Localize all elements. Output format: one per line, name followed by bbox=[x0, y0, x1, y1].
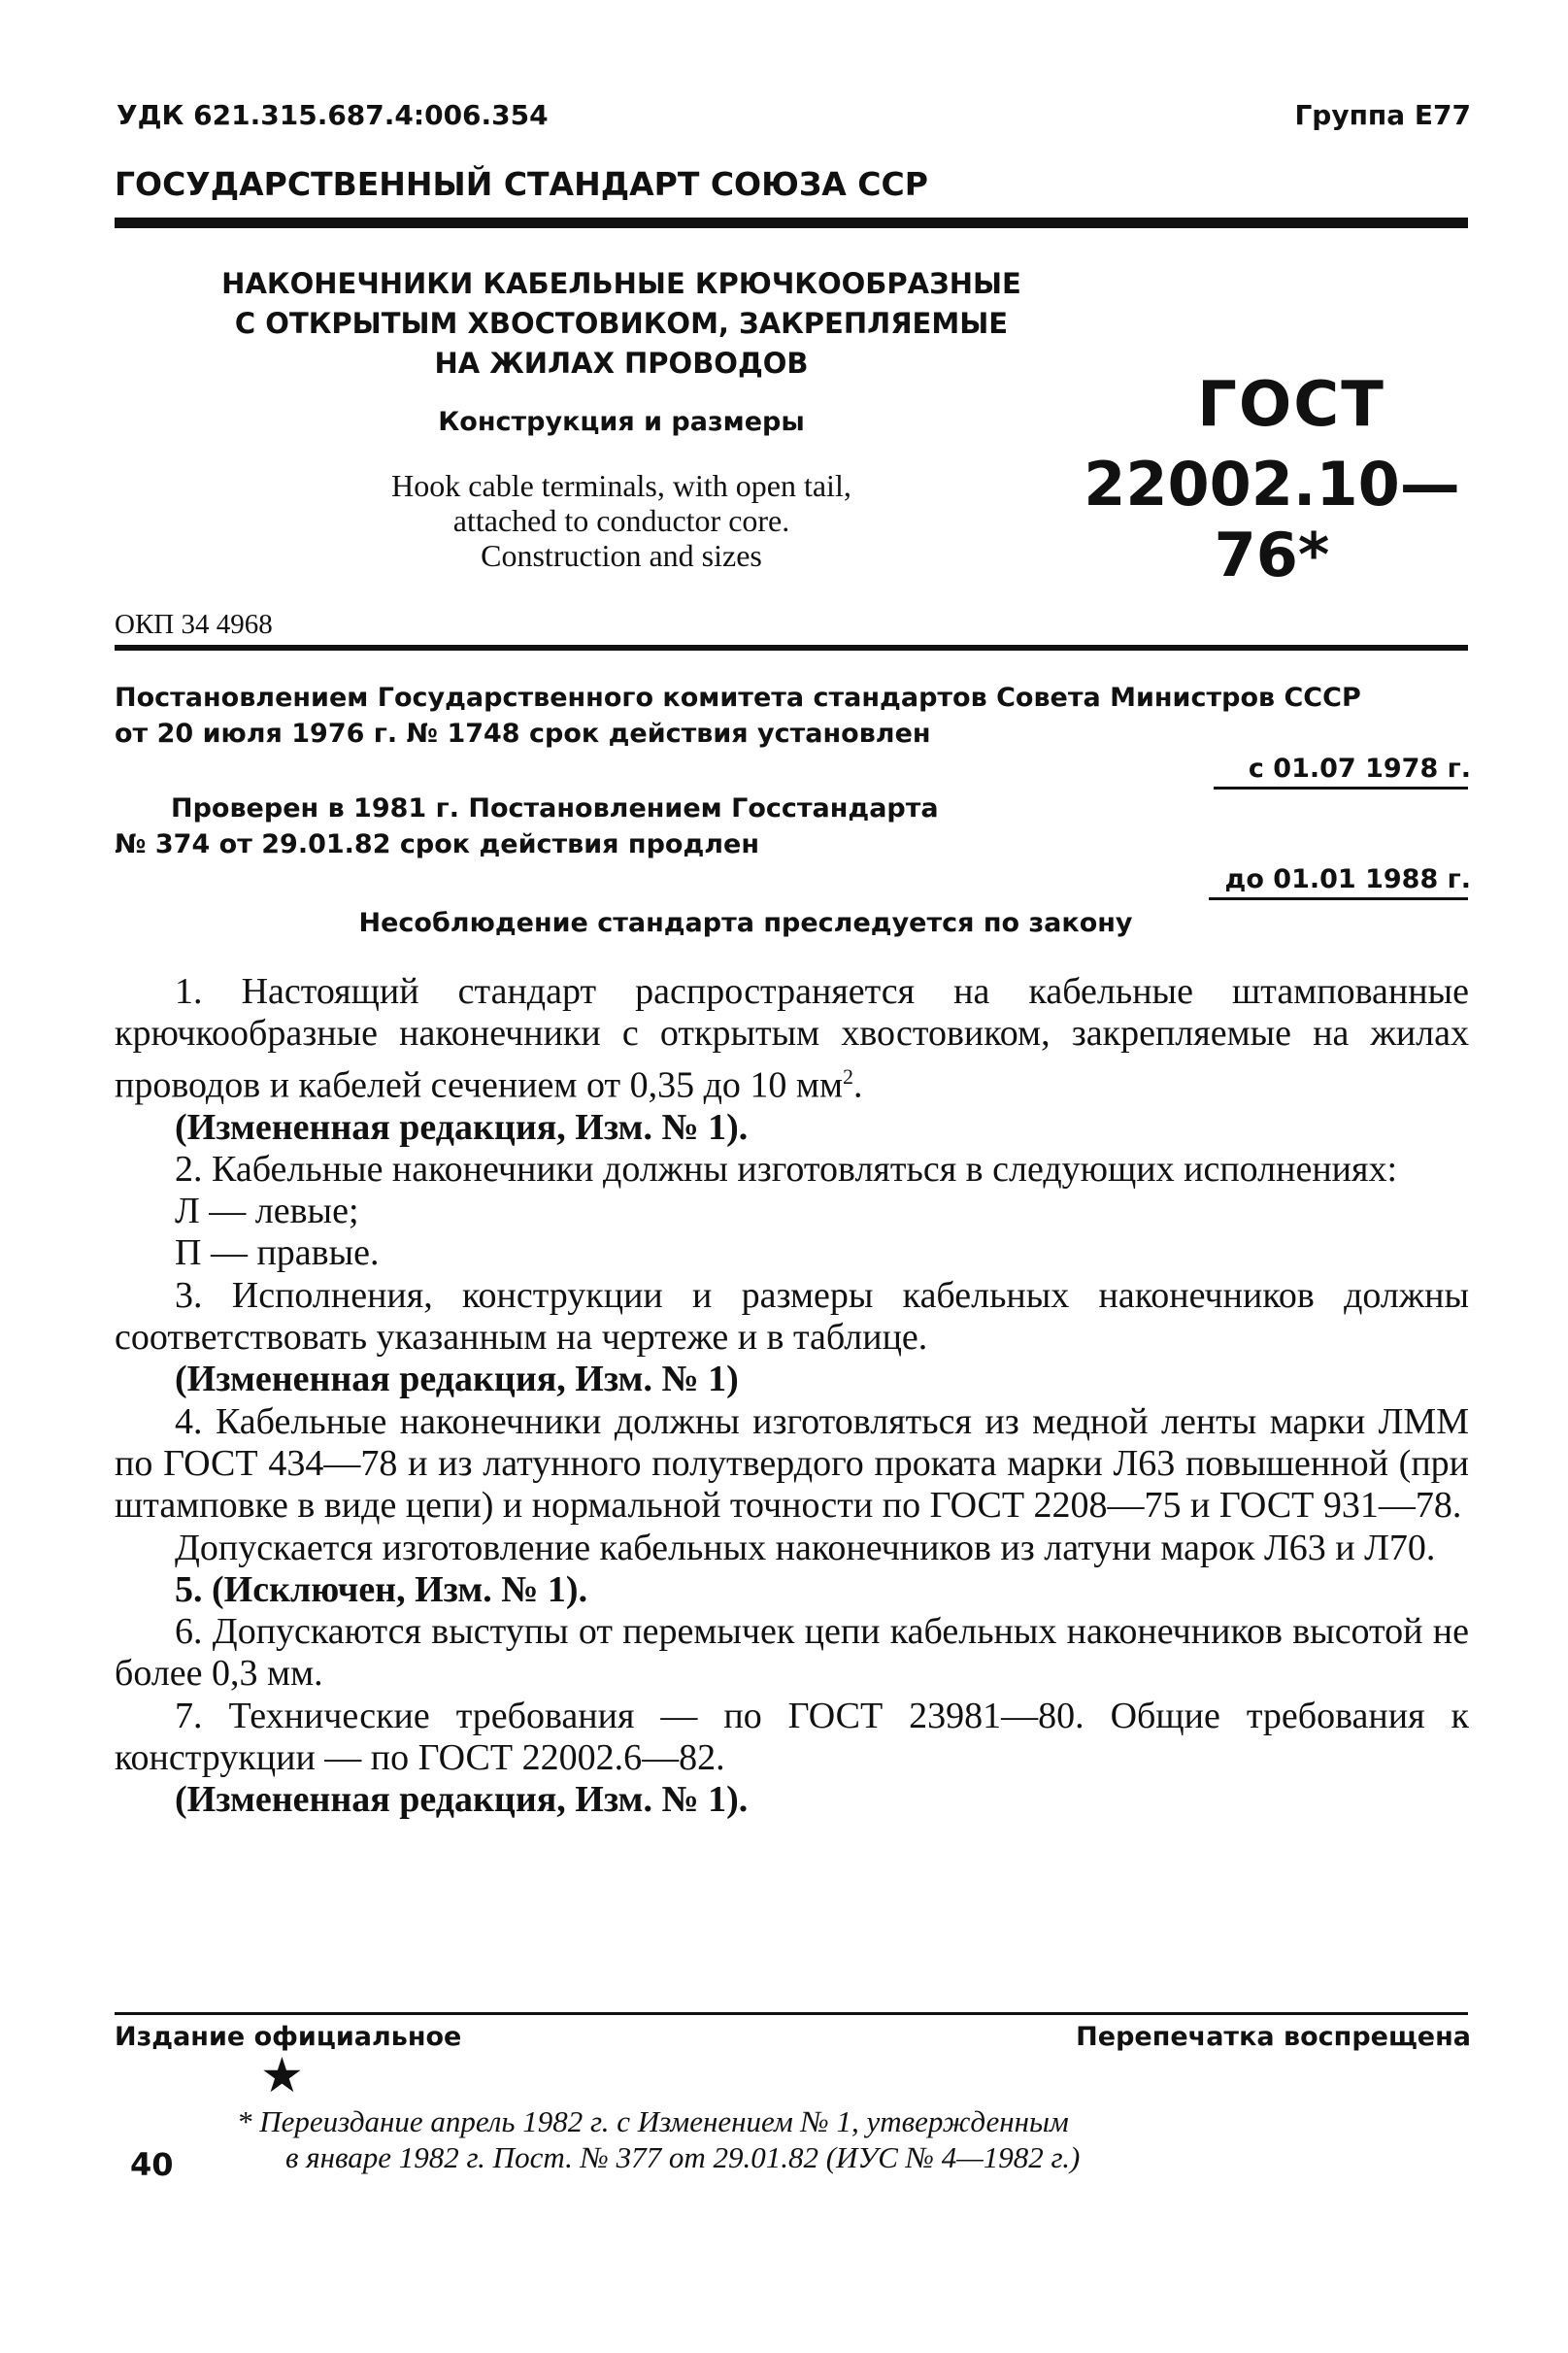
checked-line-1: Проверен в 1981 г. Постановлением Госстандарта bbox=[171, 793, 939, 824]
effective-date: с 01.07 1978 г. bbox=[1248, 754, 1471, 784]
paragraph-4b: Допускается изготовление кабельных наконечников из латуни марок Л63 и Л70. bbox=[175, 1527, 1436, 1568]
paragraph-3: 3. Исполнения, конструкции и размеры кабельных наконечников должны соответствовать указанным на чертеже и в таблице. bbox=[115, 1274, 1469, 1359]
extended-date: до 01.01 1988 г. bbox=[1224, 864, 1471, 894]
paragraph-1-end: . bbox=[853, 1064, 863, 1106]
title-block bbox=[155, 264, 1087, 573]
title-line-2: С ОТКРЫТЫМ ХВОСТОВИКОМ, ЗАКРЕПЛЯЕМЫЕ bbox=[234, 307, 1009, 340]
amendment-1: (Измененная редакция, Изм. № 1). bbox=[175, 1106, 749, 1148]
group-code: Группа Е77 bbox=[1294, 99, 1471, 131]
extended-date-underline bbox=[1209, 897, 1468, 900]
effective-date-underline bbox=[1214, 787, 1468, 790]
reissue-note-line-1: * Переиздание апрель 1982 г. с Изменением № 1, утвержденным bbox=[237, 2104, 1069, 2138]
paragraph-2: 2. Кабельные наконечники должны изготовляться в следующих исполнениях: bbox=[175, 1148, 1398, 1190]
amendment-7: (Измененная редакция, Изм. № 1). bbox=[175, 1779, 749, 1821]
footer-rule bbox=[115, 2012, 1468, 2015]
reissue-note-line-2: в январе 1982 г. Пост. № 377 от 29.01.82 (ИУС № 4—1982 г.) bbox=[285, 2140, 1081, 2174]
okp-code: ОКП 34 4968 bbox=[115, 609, 273, 640]
subtitle: Конструкция и размеры bbox=[438, 407, 805, 437]
gost-number: 22002.10—76* bbox=[1084, 449, 1460, 590]
paragraph-1-text: 1. Настоящий стандарт распространяется на кабельные штампованные крючкообразные наконечники с открытым хвостовиком, закрепляемые на жилах проводов и кабелей сечением от 0,35 до 10 мм bbox=[115, 971, 1469, 1106]
okp-rule bbox=[115, 645, 1468, 651]
english-title-line-3: Construction and sizes bbox=[481, 538, 762, 573]
checked-text bbox=[115, 790, 1474, 862]
udk-code: УДК 621.315.687.4:006.354 bbox=[117, 99, 549, 131]
title-line-1: НАКОНЕЧНИКИ КАБЕЛЬНЫЕ КРЮЧКООБРАЗНЫЕ bbox=[221, 267, 1021, 300]
header-rule bbox=[115, 218, 1468, 228]
reprint-prohibited: Перепечатка воспрещена bbox=[1076, 2022, 1471, 2052]
english-title-line-1: Hook cable terminals, with open tail, bbox=[391, 468, 851, 503]
gost-label: ГОСТ bbox=[1197, 369, 1385, 441]
paragraph-7: 7. Технические требования — по ГОСТ 23981—80. Общие требования к конструкции — по ГОСТ 22002.6—82. bbox=[115, 1695, 1469, 1778]
paragraph-6: 6. Допускаются выступы от перемычек цепи кабельных наконечников высотой не более 0,3 мм. bbox=[115, 1611, 1469, 1695]
star-icon: ★ bbox=[260, 2047, 304, 2103]
decree-line-2: от 20 июля 1976 г. № 1748 срок действия установлен bbox=[115, 719, 931, 749]
decree-text bbox=[115, 680, 1474, 752]
english-title-line-2: attached to conductor core. bbox=[452, 503, 790, 538]
legal-notice: Несоблюдение стандарта преследуется по закону bbox=[358, 908, 1133, 938]
paragraph-5: 5. (Исключен, Изм. № 1). bbox=[175, 1568, 588, 1610]
title-line-3: НА ЖИЛАХ ПРОВОДОВ bbox=[434, 347, 809, 380]
reissue-note bbox=[237, 2103, 1324, 2175]
official-edition: Издание официальное bbox=[115, 2022, 462, 2052]
paragraph-1-sup: 2 bbox=[843, 1063, 853, 1089]
page-number: 40 bbox=[130, 2146, 174, 2183]
standard-header: ГОСУДАРСТВЕННЫЙ СТАНДАРТ СОЮЗА ССР bbox=[115, 165, 928, 203]
decree-line-1: Постановлением Государственного комитета стандартов Совета Министров СССР bbox=[115, 683, 1361, 713]
paragraph-1 bbox=[115, 971, 1469, 1107]
paragraph-4: 4. Кабельные наконечники должны изготовляться из медной ленты марки ЛММ по ГОСТ 434—78 и из латунного полутвердого проката марки Л63 повышенной (при штамповке в виде цепи) и нормальной точности по ГОСТ 2208—75 и ГОСТ 931—78. bbox=[115, 1400, 1469, 1527]
checked-line-2: № 374 от 29.01.82 срок действия продлен bbox=[115, 829, 759, 859]
english-title bbox=[155, 468, 1087, 573]
variant-left: Л — левые; bbox=[175, 1191, 359, 1232]
variant-right: П — правые. bbox=[175, 1232, 380, 1274]
body-text bbox=[115, 971, 1469, 1822]
amendment-3: (Измененная редакция, Изм. № 1) bbox=[175, 1359, 739, 1400]
